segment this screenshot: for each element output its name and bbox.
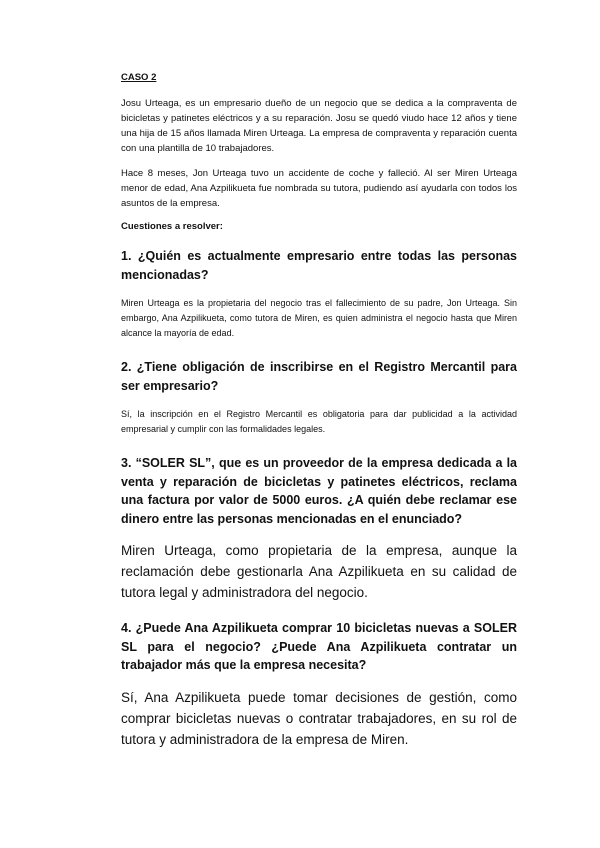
question-1: 1. ¿Quién es actualmente empresario entre todas las personas mencionadas? (121, 249, 517, 282)
question-2: 2. ¿Tiene obligación de inscribirse en el Registro Mercantil para ser empresario? (121, 360, 517, 393)
context-paragraph: Hace 8 meses, Jon Urteaga tuvo un accidente de coche y falleció. Al ser Miren Urteaga menor de edad, Ana Azpilikueta fue nombrada su tutora, pudiendo así ayudarla con todos los asuntos de la empresa. (121, 168, 517, 209)
question-3: 3. “SOLER SL”, que es un proveedor de la empresa dedicada a la venta y reparación de bicicletas y patinetes eléctricos, reclama una factura por valor de 5000 euros. ¿A quién debe reclamar ese dinero entre las personas mencionadas en el enunciado? (121, 456, 517, 526)
questions-heading: Cuestiones a resolver: (121, 221, 223, 232)
question-4: 4. ¿Puede Ana Azpilikueta comprar 10 bicicletas nuevas a SOLER SL para el negocio? ¿Puede Ana Azpilikueta contratar un trabajador más que la empresa necesita? (121, 621, 517, 672)
answer-1: Miren Urteaga es la propietaria del negocio tras el fallecimiento de su padre, Jon Urteaga. Sin embargo, Ana Azpilikueta, como tutora de Miren, es quien administra el negocio hasta que Miren alcance la mayoría de edad. (121, 298, 517, 338)
case-title: CASO 2 (121, 72, 157, 83)
intro-paragraph: Josu Urteaga, es un empresario dueño de un negocio que se dedica a la compraventa de bicicletas y patinetes eléctricos y a su reparación. Josu se quedó viudo hace 12 años y tiene una hija de 15 años llamada Miren Urteaga. La empresa de compraventa y reparación cuenta con una plantilla de 10 trabajadores. (121, 98, 517, 154)
answer-3: Miren Urteaga, como propietaria de la empresa, aunque la reclamación debe gestionarla Ana Azpilikueta en su calidad de tutora legal y administradora del negocio. (121, 543, 517, 600)
answer-4: Sí, Ana Azpilikueta puede tomar decisiones de gestión, como comprar bicicletas nuevas o contratar trabajadores, en su rol de tutora y administradora de la empresa de Miren. (121, 689, 517, 747)
answer-2: Sí, la inscripción en el Registro Mercantil es obligatoria para dar publicidad a la actividad empresarial y cumplir con las formalidades legales. (121, 409, 517, 434)
document-content (121, 72, 517, 766)
